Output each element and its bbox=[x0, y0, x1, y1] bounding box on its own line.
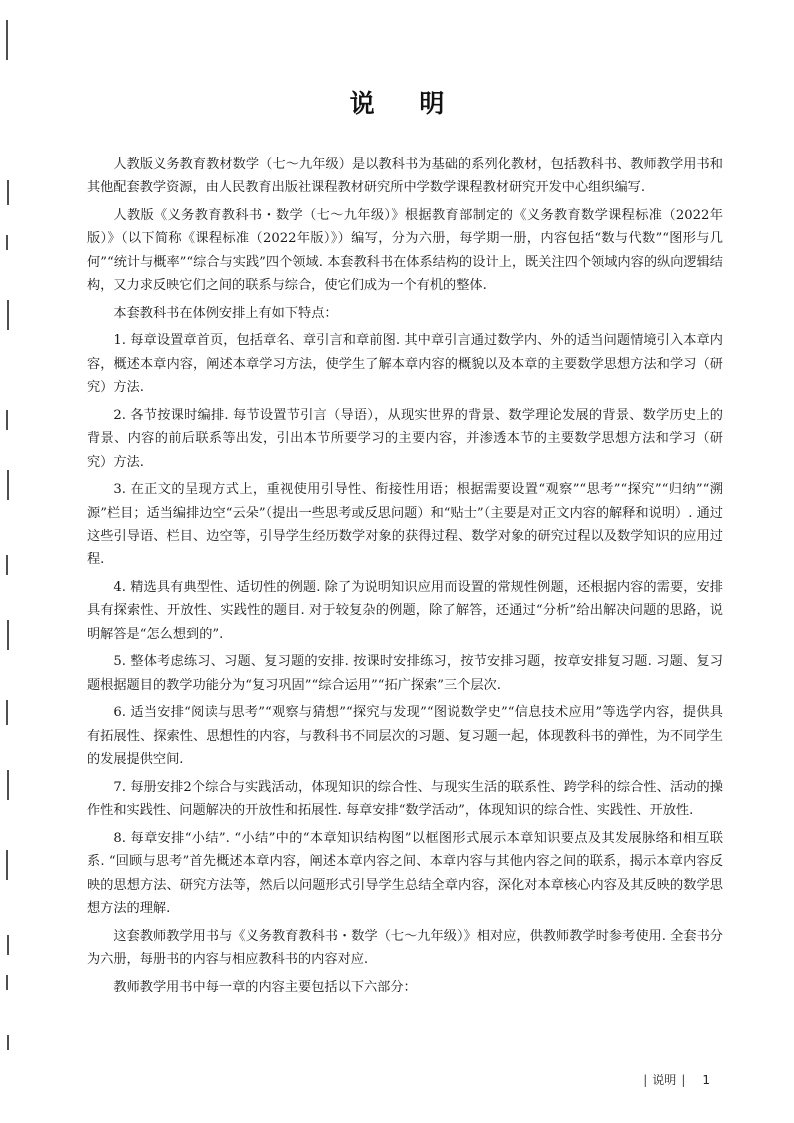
paragraph-features-lead: 本套教科书在体例安排上有如下特点： bbox=[113, 305, 338, 321]
document-body bbox=[87, 153, 723, 1003]
paragraph-feature-4: 4. 精选具有典型性、适切性的例题. 除了为说明知识应用而设置的常规性例题，还根据内容的需要，安排具有探索性、开放性、实践性的题目. 对于较复杂的例题，除了解答，还通过“分析”给出解决问题的思路，说明解答是“怎么想到的”. bbox=[87, 580, 723, 642]
paragraph-feature-6: 6. 适当安排“阅读与思考”“观察与猜想”“探究与发现”“图说数学史”“信息技术应用”等选学内容，提供具有拓展性、探索性、思想性的内容，与教科书不同层次的习题、复习题一起，体现教科书的弹性，为不同学生的发展提供空间. bbox=[87, 705, 723, 768]
paragraph-intro: 人教版义务教育教材数学（七～九年级）是以教科书为基础的系列化教材，包括教科书、教师教学用书和其他配套教学资源，由人民教育出版社课程教材研究所中学数学课程教材研究开发中心组织编写. bbox=[87, 157, 723, 196]
paragraph-teacher-book: 这套教师教学用书与《义务教育教科书・数学（七～九年级）》相对应，供教师教学时参考使用. 全套书分为六册，每册书的内容与相应教科书的内容对应. bbox=[87, 928, 723, 968]
paragraph-feature-5: 5. 整体考虑练习、习题、复习题的安排. 按课时安排练习，按节安排习题，按章安排复习题. 习题、复习题根据题目的教学功能分为“复习巩固”“综合运用”“拓广探索”三个层次. bbox=[87, 654, 723, 693]
page-footer bbox=[638, 1071, 710, 1088]
paragraph-feature-3: 3. 在正文的呈现方式上，重视使用引导性、衔接性用语；根据需要设置“观察”“思考”“探究”“归纳”“溯源”栏目；适当编排边空“云朵”（提出一些思考或反思问题）和“贴士”（主要是对正文内容的解释和说明）. 通过这些引导语、栏目、边空等，引导学生经历数学对象的获得过程、数学对象的研究过程以及数学知识的应用过程. bbox=[87, 482, 723, 568]
scan-edge-marks bbox=[0, 0, 14, 1123]
footer-section: 说明 bbox=[652, 1073, 677, 1087]
footer-separator: | bbox=[681, 1073, 686, 1087]
page-title: 说 明 bbox=[349, 89, 463, 118]
paragraph-feature-1: 1. 每章设置章首页，包括章名、章引言和章前图. 其中章引言通过数学内、外的适当问题情境引入本章内容，概述本章内容，阐述本章学习方法，使学生了解本章内容的概貌以及本章的主要数学思想方法和学习（研究）方法. bbox=[87, 333, 723, 396]
page-number: 1 bbox=[702, 1073, 710, 1087]
paragraph-six-parts: 教师教学用书中每一章的内容主要包括以下六部分： bbox=[113, 979, 417, 995]
paragraph-feature-2: 2. 各节按课时编排. 每节设置节引言（导语），从现实世界的背景、数学理论发展的背景、数学历史上的背景、内容的前后联系等出发，引出本节所要学习的主要内容，并渗透本节的主要数学思想方法和学习（研究）方法. bbox=[87, 407, 723, 470]
footer-separator: | bbox=[643, 1073, 648, 1087]
paragraph-textbook: 人教版《义务教育教科书・数学（七～九年级）》根据教育部制定的《义务教育数学课程标准（2022年版）》（以下简称《课程标准（2022年版）》）编写，分为六册，每学期一册，内容包括“数与代数”“图形与几何”“统计与概率”“综合与实践”四个领域. 本套教科书在体系结构的设计上，既关注四个领域内容的纵向逻辑结构，又力求反映它们之间的联系与综合，使它们成为一个有机的整体. bbox=[87, 208, 723, 294]
paragraph-feature-7: 7. 每册安排2个综合与实践活动，体现知识的综合性、与现实生活的联系性、跨学科的综合性、活动的操作性和实践性、问题解决的开放性和拓展性. 每章安排“数学活动”，体现知识的综合性、实践性、开放性. bbox=[87, 779, 723, 819]
paragraph-feature-8: 8. 每章安排“小结”. “小结”中的“本章知识结构图”以框图形式展示本章知识要点及其发展脉络和相互联系. “回顾与思考”首先概述本章内容，阐述本章内容之间、本章内容与其他内容之间的联系，揭示本章内容反映的思想方法、研究方法等，然后以问题形式引导学生总结全章内容，深化对本章核心内容及其反映的数学思想方法的理解. bbox=[87, 830, 723, 917]
